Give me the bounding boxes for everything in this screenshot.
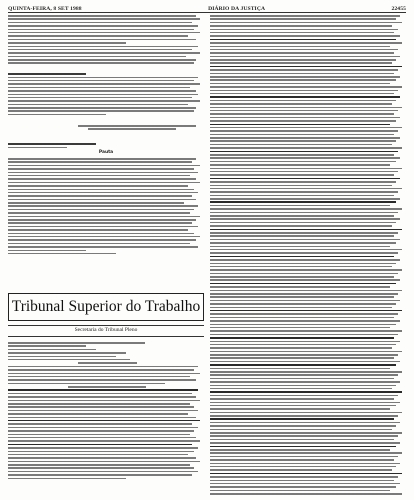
secretaria-heading: Secretaria do Tribunal Pleno (74, 327, 138, 333)
header-journal: DIÁRIO DA JUSTIÇA (208, 6, 266, 12)
page-header (8, 3, 406, 13)
tribunal-title-box: Tribunal Superior do Trabalho (8, 293, 204, 321)
divider (8, 325, 204, 326)
section-pauta: Pauta (98, 150, 114, 155)
text-block (8, 158, 204, 256)
text-block (8, 73, 204, 117)
divider (8, 336, 204, 337)
text-block (8, 125, 204, 132)
text-block (8, 342, 204, 481)
right-column (210, 15, 406, 496)
text-block (8, 15, 204, 66)
text-block (8, 143, 204, 150)
left-column (8, 15, 204, 496)
text-block (210, 15, 406, 496)
header-page-number: 22455 (391, 6, 406, 12)
header-date: QUINTA-FEIRA, 8 SET 1988 (8, 6, 82, 12)
